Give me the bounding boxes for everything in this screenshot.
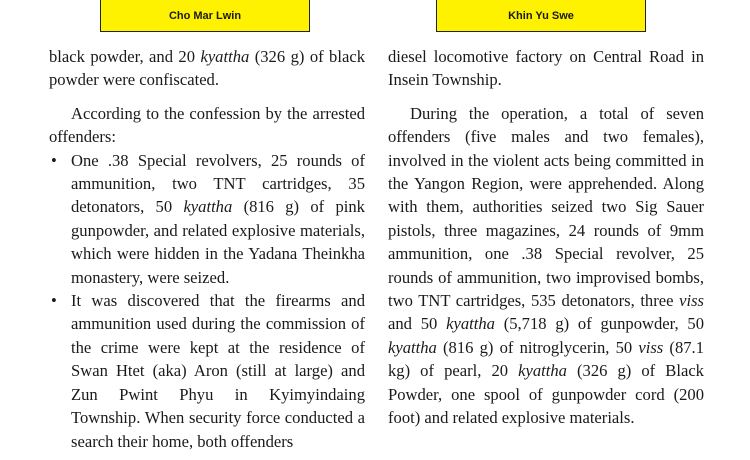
left-column [49, 45, 365, 453]
author-name-left: Cho Mar Lwin [168, 9, 242, 22]
author-badge-right [436, 0, 646, 32]
left-paragraph-2: According to the confession by the arrested offenders: [49, 103, 365, 147]
author-badge-left [100, 0, 310, 32]
right-paragraph-2: During the operation, a total of seven offenders (five males and two females), involved in the violent acts being committed in the Yangon Region, were apprehended. Along with them, authorities seized two Sig Sauer pistols, three magazines, 24 rounds of 9mm ammunition, one .38 Special revolver, 25 rounds of ammunition, two improvised bombs, two TNT cartridges, 535 detonators, three viss and 50 kyattha (5,718 g) of gunpowder, 50 kyattha (816 g) of nitroglycerin, 50 viss (87.1 kg) of pearl, 20 kyattha (326 g) of Black Powder, one spool of gunpowder cord (200 foot) and related explosive materials. [388, 103, 705, 428]
right-paragraph-1: diesel locomotive factory on Central Road in Insein Township. [388, 47, 704, 90]
left-paragraph-1: black powder, and 20 kyattha (326 g) of black powder were confiscated. [49, 47, 365, 90]
right-column [388, 45, 704, 430]
bullet-item-2: • It was discovered that the firearms and ammunition used during the commission of the crime were kept at the residence of Swan Htet (aka) Aron (still at large) and Zun Pwint Phyu in Kyimyindaing Township. When security force conducted a search their home, both offenders [49, 289, 365, 453]
author-name-right: Khin Yu Swe [508, 9, 574, 22]
bullet-item-1: • One .38 Special revolvers, 25 rounds of ammunition, two TNT cartridges, 35 detonators, 50 kyattha (816 g) of pink gunpowder, and related explosive materials, which were hidden in the Yadana Theinkha monastery, were seized. [49, 149, 365, 289]
